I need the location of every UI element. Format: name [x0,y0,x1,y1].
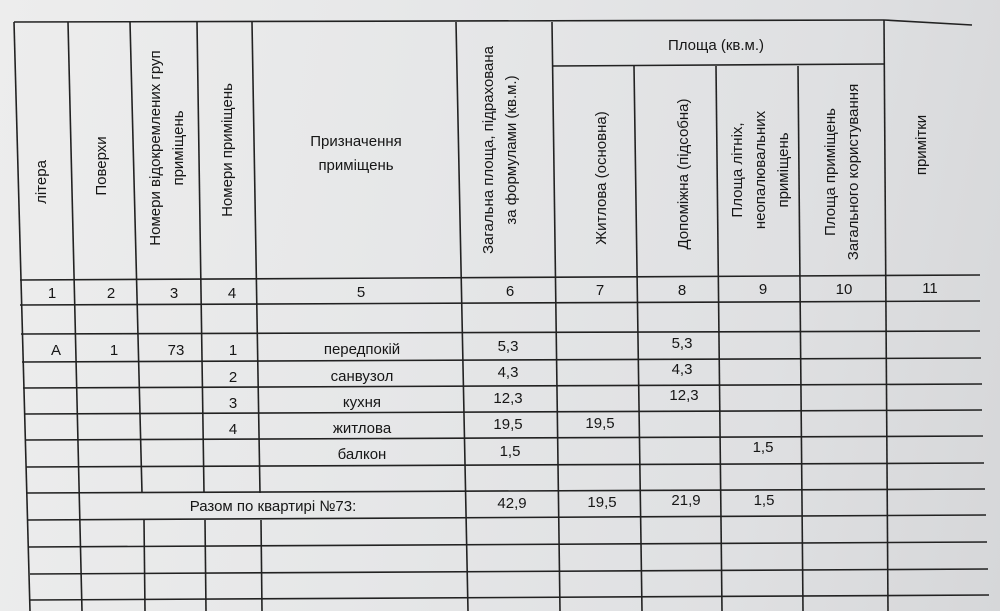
header-common-line2: Загального користування [845,83,862,261]
col-number: 4 [227,285,237,302]
cell-aux: 12,3 [669,387,699,404]
cell-purpose: санвузол [330,368,394,385]
col-number: 3 [169,285,179,302]
cell-total: 4,3 [497,364,519,381]
table-row [338,439,774,463]
col-number: 7 [595,282,605,299]
col-number: 9 [758,281,768,298]
header-litera: літера [33,160,50,204]
cell-total: 12,3 [493,390,523,407]
header-total-area-line1: Загальна площа, підрахована [480,46,497,254]
cell-aux: 5,3 [671,335,693,352]
header-auxiliary: Допоміжна (підсобна) [675,98,692,250]
header-summer-line1: Площа літніх, [729,122,746,218]
totals-living: 19,5 [587,494,617,511]
totals-row [190,492,775,515]
header-summer-line3: приміщень [775,132,792,208]
cell-total: 19,5 [493,416,523,433]
header-total-area-line2: за формулами (кв.м.) [503,75,520,225]
cell-room: 1 [228,342,238,359]
cell-room: 2 [228,369,238,386]
cell-purpose: житлова [332,420,392,437]
col-number: 6 [505,283,515,300]
cell-total: 5,3 [497,338,519,355]
header-purpose-line2: приміщень [318,157,394,174]
col-number: 2 [106,285,116,302]
col-number: 11 [922,280,938,297]
totals-label: Разом по квартирі №73: [189,498,357,515]
cell-purpose: кухня [342,394,382,411]
cell-litera: А [50,342,62,359]
header-notes: примітки [913,114,930,176]
col-number: 8 [677,282,687,299]
cell-floor: 1 [109,342,119,359]
header-living: Житлова (основна) [593,111,610,245]
col-number: 5 [356,284,366,301]
totals-aux: 21,9 [671,492,701,509]
totals-total: 42,9 [497,495,527,512]
cell-purpose: балкон [337,446,387,463]
totals-summer: 1,5 [753,492,775,509]
cell-summer: 1,5 [752,439,774,456]
cell-aux: 4,3 [671,361,693,378]
header-area-group: Площа (кв.м.) [667,37,765,54]
cell-room: 3 [228,395,238,412]
header-floors: Поверхи [93,136,110,196]
header-groups-line2: приміщень [170,110,187,186]
col-number: 10 [835,281,853,298]
header-common-line1: Площа приміщень [822,108,839,236]
cell-purpose: передпокій [323,341,401,358]
header-groups-line1: Номери відокремлених груп [147,50,164,246]
cell-living: 19,5 [585,415,615,432]
cell-room: 4 [228,421,238,438]
header-summer-line2: неопалювальних [752,110,769,230]
col-number: 1 [47,285,57,302]
table-row [229,361,693,386]
table-row [51,335,692,359]
header-room-numbers: Номери приміщень [219,83,236,217]
header-purpose-line1: Призначення [310,133,402,150]
cell-total: 1,5 [499,443,521,460]
cell-group: 73 [167,342,185,359]
